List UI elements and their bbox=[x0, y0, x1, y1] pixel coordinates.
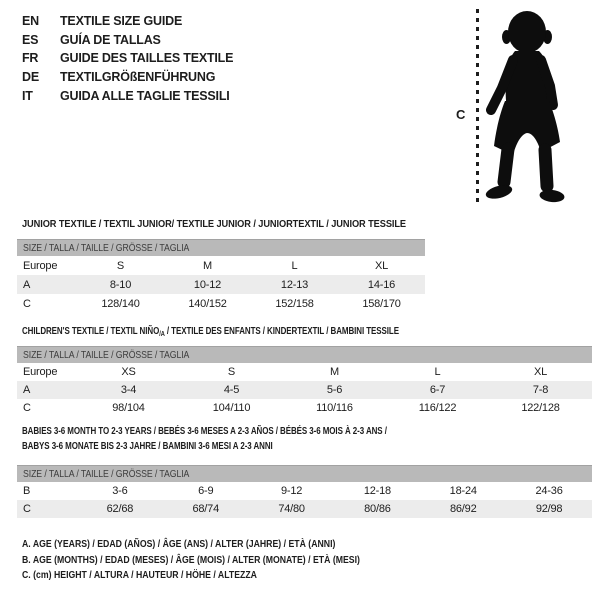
value-cell: 74/80 bbox=[278, 503, 305, 515]
language-row-es bbox=[22, 31, 233, 50]
language-row-en bbox=[22, 12, 233, 31]
value-cell: 14-16 bbox=[367, 278, 396, 291]
size-cell: XS bbox=[121, 366, 136, 378]
footnote-b: B. AGE (MONTHS) / EDAD (MESES) / ÂGE (MOIS) / ALTER (MONATE) / ETÀ (MESI) bbox=[22, 553, 360, 566]
row-label: C bbox=[23, 503, 31, 515]
row-label: B bbox=[23, 485, 31, 497]
language-code: ES bbox=[22, 32, 39, 47]
row-label: A bbox=[23, 278, 31, 291]
value-cell: 128/140 bbox=[101, 297, 140, 310]
size-header-bar bbox=[17, 239, 425, 256]
children-size-table bbox=[17, 346, 592, 417]
value-cell: 68/74 bbox=[192, 503, 219, 515]
footnote-a: A. AGE (YEARS) / EDAD (AÑOS) / ÂGE (ANS) / ALTER (JAHRE) / ETÀ (ANNI) bbox=[22, 538, 336, 550]
value-cell: 140/152 bbox=[188, 297, 227, 310]
value-cell: 4-5 bbox=[223, 384, 240, 396]
height-measure-label: C bbox=[456, 107, 466, 122]
language-code: IT bbox=[22, 88, 33, 103]
language-title: GUIDA ALLE TAGLIE TESSILI bbox=[60, 88, 230, 103]
value-cell: 3-6 bbox=[112, 485, 128, 497]
language-title: GUIDE DES TAILLES TEXTILE bbox=[60, 51, 234, 66]
junior-size-table bbox=[17, 239, 425, 313]
size-bar-label: SIZE / TALLA / TAILLE / GRÖSSE / TAGLIA bbox=[23, 468, 190, 480]
size-cell: L bbox=[291, 259, 298, 272]
table-row-c bbox=[17, 399, 592, 417]
value-cell: 12-13 bbox=[280, 278, 309, 291]
value-cell: 122/128 bbox=[521, 402, 560, 414]
value-cell: 12-18 bbox=[363, 485, 391, 497]
value-cell: 62/68 bbox=[106, 503, 134, 515]
legend-footnotes bbox=[22, 537, 429, 584]
value-cell: 158/170 bbox=[362, 297, 401, 310]
value-cell: 80/86 bbox=[364, 503, 391, 515]
children-section-title: CHILDREN'S TEXTILE / TEXTIL NIÑO/A / TEXTILE DES ENFANTS / KINDERTEXTIL / BAMBINI TESSILE bbox=[22, 325, 399, 338]
nino-a-subscript: /A bbox=[159, 329, 165, 338]
value-cell: 152/158 bbox=[275, 297, 314, 310]
language-row-de bbox=[22, 68, 233, 87]
language-code: DE bbox=[22, 70, 39, 85]
language-title: GUÍA DE TALLAS bbox=[60, 32, 161, 47]
table-row-c bbox=[17, 294, 425, 313]
value-cell: 86/92 bbox=[449, 503, 477, 515]
language-code: FR bbox=[22, 51, 39, 66]
value-cell: 8-10 bbox=[109, 278, 132, 291]
table-row-a bbox=[17, 275, 425, 294]
language-title-block bbox=[22, 12, 233, 105]
language-row-fr bbox=[22, 49, 233, 68]
size-header-bar bbox=[17, 465, 592, 482]
value-cell: 9-12 bbox=[280, 485, 303, 497]
value-cell: 3-4 bbox=[120, 384, 137, 396]
table-row-europe bbox=[17, 256, 425, 275]
language-title: TEXTILE SIZE GUIDE bbox=[60, 14, 183, 29]
value-cell: 24-36 bbox=[535, 485, 563, 497]
size-bar-label: SIZE / TALLA / TAILLE / GRÖSSE / TAGLIA bbox=[23, 242, 190, 254]
size-cell: XL bbox=[533, 366, 548, 378]
value-cell: 116/122 bbox=[418, 402, 457, 414]
height-measure-dotted-line bbox=[476, 9, 479, 207]
junior-section-title: JUNIOR TEXTILE / TEXTIL JUNIOR/ TEXTILE JUNIOR / JUNIORTEXTIL / JUNIOR TESSILE bbox=[22, 218, 407, 230]
value-cell: 6-7 bbox=[429, 384, 446, 396]
babies-section-title: BABIES 3-6 MONTH TO 2-3 YEARS / BEBÉS 3-6 MESES A 2-3 AÑOS / BÉBÉS 3-6 MOIS À 2-3 ANS / BABYS 3-6 MONATE BIS 2-3 JAHRE / BAMBINI 3-6 MESI A 2-3 ANNI bbox=[22, 425, 387, 452]
language-code: EN bbox=[22, 14, 39, 29]
size-cell: M bbox=[330, 366, 339, 378]
row-label: Europe bbox=[23, 259, 58, 272]
value-cell: 98/104 bbox=[112, 402, 145, 414]
size-cell: M bbox=[203, 259, 212, 272]
footnote-c: C. (cm) HEIGHT / ALTURA / HAUTEUR / HÖHE / ALTEZZA bbox=[22, 569, 257, 581]
size-cell: S bbox=[116, 259, 125, 272]
babies-size-table bbox=[17, 465, 592, 518]
value-cell: 18-24 bbox=[449, 485, 477, 497]
size-header-bar bbox=[17, 346, 592, 363]
table-row-a bbox=[17, 381, 592, 399]
size-cell: S bbox=[227, 366, 236, 378]
row-label: C bbox=[23, 402, 31, 414]
value-cell: 104/110 bbox=[212, 402, 251, 414]
value-cell: 5-6 bbox=[326, 384, 343, 396]
row-label: Europe bbox=[23, 366, 58, 378]
value-cell: 6-9 bbox=[198, 485, 214, 497]
size-cell: XL bbox=[374, 259, 389, 272]
size-cell: L bbox=[434, 366, 441, 378]
value-cell: 10-12 bbox=[193, 278, 222, 291]
table-row-b bbox=[17, 482, 592, 500]
language-row-it bbox=[22, 86, 233, 105]
value-cell: 7-8 bbox=[532, 384, 549, 396]
size-bar-label: SIZE / TALLA / TAILLE / GRÖSSE / TAGLIA bbox=[23, 349, 190, 361]
value-cell: 92/98 bbox=[535, 503, 563, 515]
table-row-europe bbox=[17, 363, 592, 381]
baby-silhouette-icon bbox=[484, 6, 598, 208]
language-title: TEXTILGRÖßENFÜHRUNG bbox=[60, 70, 216, 85]
table-row-c bbox=[17, 500, 592, 518]
row-label: A bbox=[23, 384, 31, 396]
row-label: C bbox=[23, 297, 31, 310]
value-cell: 110/116 bbox=[316, 402, 353, 414]
